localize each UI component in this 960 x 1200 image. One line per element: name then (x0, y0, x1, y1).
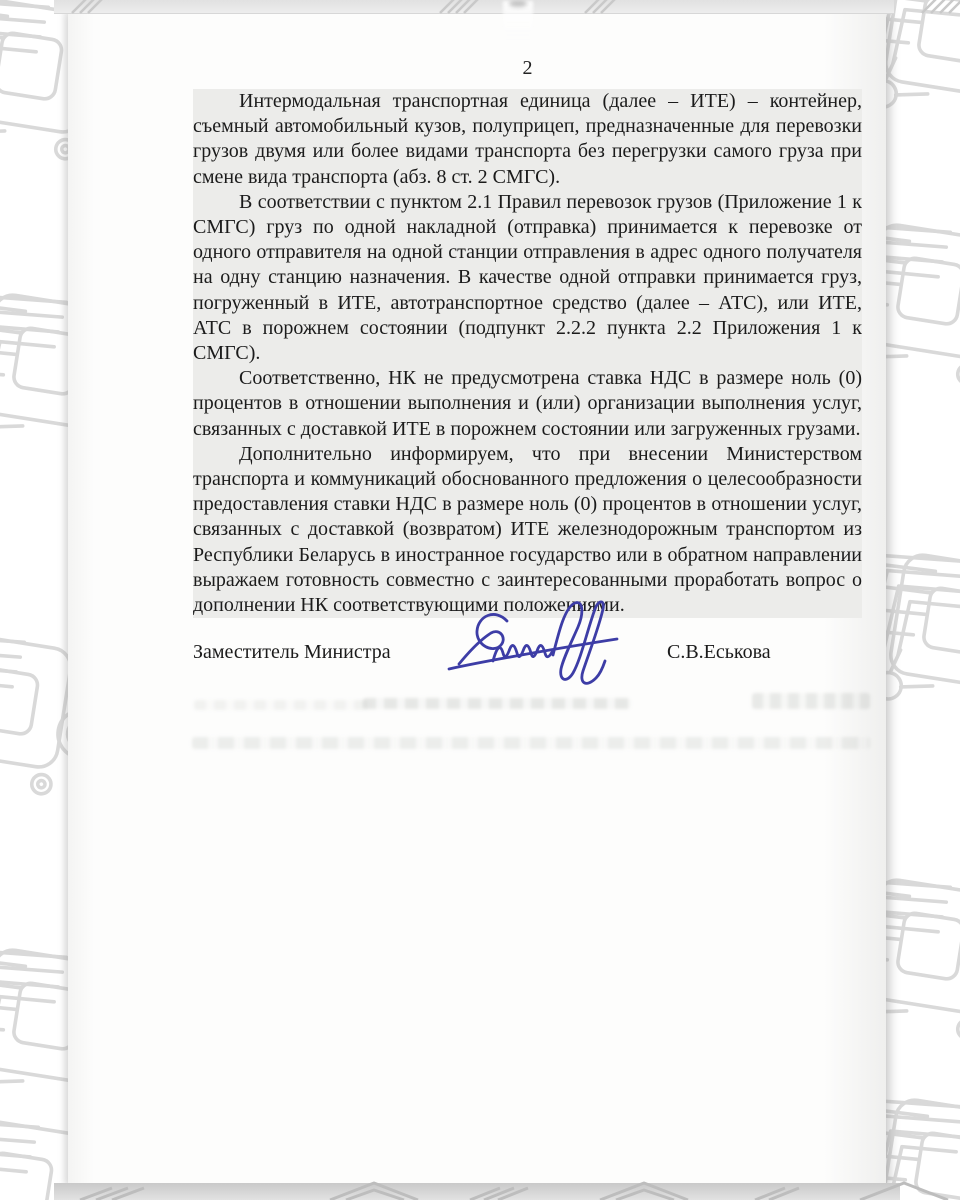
bleed-through-artifact (363, 698, 631, 709)
paragraph-smgs-rules: В соответствии с пунктом 2.1 Правил перевозок грузов (Приложение 1 к СМГС) груз по одной накладной (отправка) принимается к перевозке от одного отправителя на одной станции отправления в адрес одного получателя на одну станцию назначения. В качестве одной отправки принимается груз, погруженный в ИТЕ, автотранспортное средство (далее – АТС), или ИТЕ, АТС в порожнем состоянии (подпункт 2.2.2 пункта 2.2 Приложения 1 к СМГС). (193, 190, 862, 366)
paragraph-intermodal-unit: Интермодальная транспортная единица (далее – ИТЕ) – контейнер, съемный автомобильный кузов, полуприцеп, предназначенные для перевозки грузов двумя или более видами транспорта без перегрузки самого груза при смене вида транспорта (абз. 8 ст. 2 СМГС). (193, 89, 862, 190)
scan-top-edge (54, 0, 894, 14)
bleed-through-artifact (752, 693, 870, 709)
signer-title: Заместитель Министра (193, 641, 391, 664)
signature-block (193, 641, 862, 675)
handwritten-signature (445, 595, 623, 693)
letter-content (193, 10, 862, 675)
scan-smudge-artifact (509, 0, 527, 7)
signature-strokes (449, 602, 617, 683)
paragraph-vat-rate: Соответственно, НК не предусмотрена ставка НДС в размере ноль (0) процентов в отношении выполнения и (или) организации выполнения услуг, связанных с доставкой ИТЕ в порожнем состоянии или загруженных грузами. (193, 366, 862, 442)
bleed-through-artifact (192, 737, 870, 749)
bleed-through-artifact (194, 700, 369, 710)
paragraph-additional-info: Дополнительно информируем, что при внесении Министерством транспорта и коммуникаций обоснованного предложения о целесообразности предоставления ставки НДС в размере ноль (0) процентов в отношении услуг, связанных с доставкой (возвратом) ИТЕ железнодорожным транспортом из Республики Беларусь в иностранное государство или в обратном направлении выражаем готовность совместно с заинтересованными проработать вопрос о дополнении НК соответствующими положениями. (193, 442, 862, 618)
scan-bottom-edge (54, 1183, 900, 1200)
letter-body (193, 89, 862, 618)
signer-name: С.В.Еськова (667, 641, 771, 664)
scanned-page (68, 10, 886, 1183)
page-number: 2 (522, 57, 533, 79)
scan-streak-artifact (503, 1, 533, 43)
